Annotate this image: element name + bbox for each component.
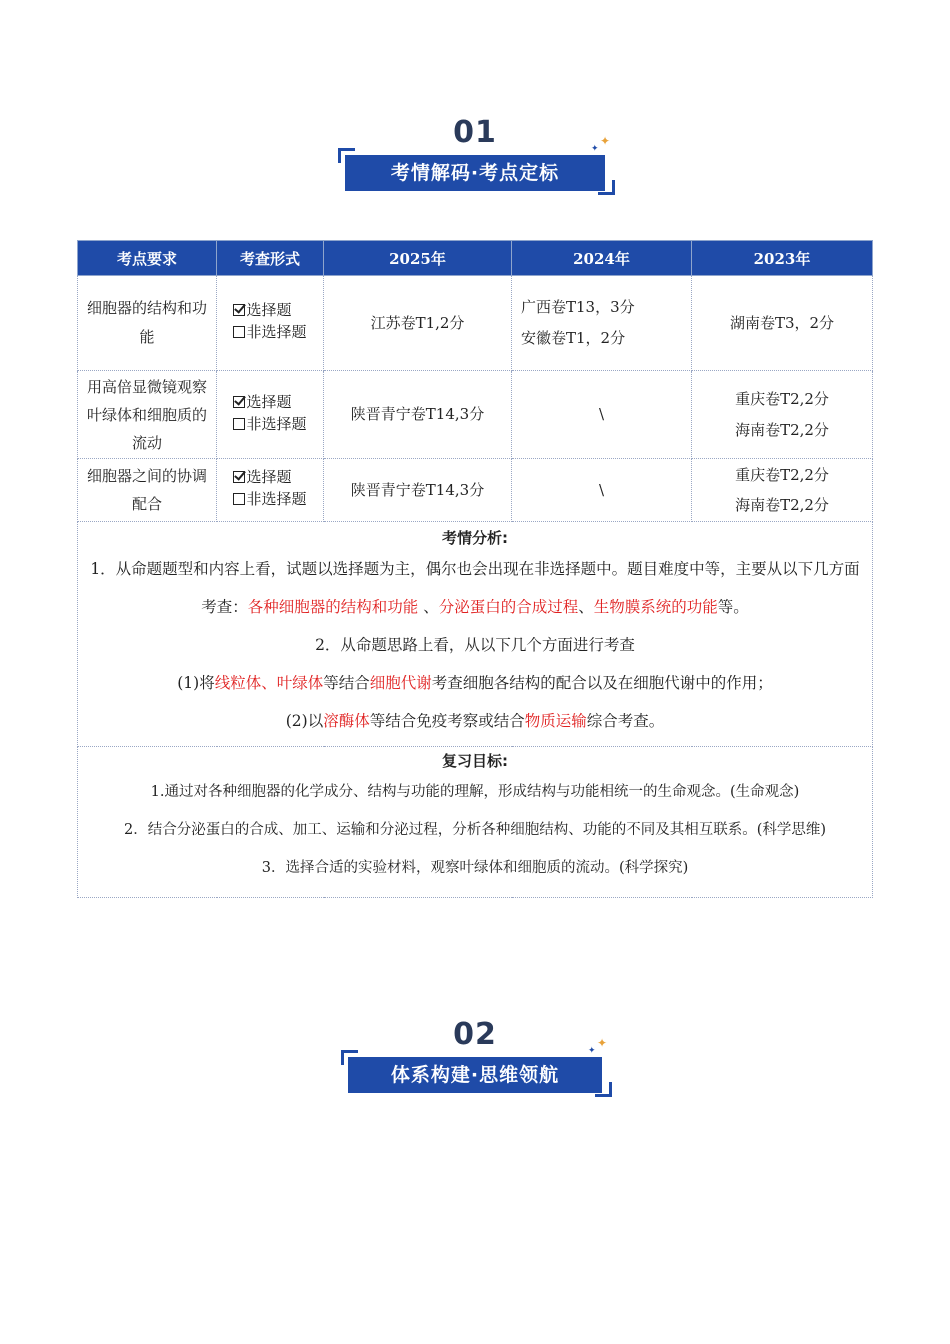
option-nonchoice: 非选择题	[233, 413, 306, 435]
analysis-paragraph-4: (2)以溶酶体等结合免疫考察或结合物质运输综合考查。	[285, 712, 665, 730]
col-header: 2024年	[512, 241, 692, 276]
exam-analysis-table	[77, 240, 873, 898]
section-title-banner: 考情解码·考点定标	[345, 155, 605, 191]
unchecked-box-icon	[233, 493, 245, 505]
year-2024-cell: \	[512, 459, 692, 522]
checked-box-icon	[233, 471, 245, 483]
table-row	[78, 459, 873, 522]
goals-row	[78, 747, 873, 898]
year-2024-cell: \	[512, 371, 692, 459]
topic-cell: 细胞器之间的协调配合	[78, 459, 217, 522]
section-header-01	[0, 115, 950, 205]
analysis-paragraph-3: (1)将线粒体、叶绿体等结合细胞代谢考查细胞各结构的配合以及在细胞代谢中的作用；	[177, 674, 773, 692]
format-cell	[217, 459, 324, 522]
year-2025-cell: 江苏卷T1,2分	[324, 276, 512, 371]
year-2025-cell: 陕晋青宁卷T14,3分	[324, 459, 512, 522]
sparkle-icon: ✦	[588, 1046, 596, 1056]
col-header: 考查形式	[217, 241, 324, 276]
table-header-row	[78, 241, 873, 276]
col-header: 2025年	[324, 241, 512, 276]
analysis-paragraph-2: 2．从命题思路上看，从以下几个方面进行考查	[315, 636, 635, 654]
option-choice: 选择题	[233, 299, 306, 321]
analysis-title: 考情分析:	[442, 529, 508, 547]
sparkle-icon: ✦	[597, 1036, 608, 1050]
goal-item-1: 1.通过对各种细胞器的化学成分、结构与功能的理解，形成结构与功能相统一的生命观念。(生命观念)	[150, 784, 800, 800]
sparkle-icon: ✦	[600, 134, 611, 148]
option-nonchoice: 非选择题	[233, 488, 306, 510]
analysis-cell	[78, 522, 873, 747]
col-header: 2023年	[692, 241, 873, 276]
checked-box-icon	[233, 304, 245, 316]
analysis-paragraph-1: 1．从命题题型和内容上看，试题以选择题为主，偶尔也会出现在非选择题中。题目难度中等，主要从以下几方面考查：各种细胞器的结构和功能 、分泌蛋白的合成过程、生物膜系统的功能等。	[90, 560, 860, 616]
format-cell	[217, 371, 324, 459]
section-number: 01	[453, 115, 497, 150]
option-choice: 选择题	[233, 391, 306, 413]
col-header: 考点要求	[78, 241, 217, 276]
bracket-decoration	[595, 1082, 612, 1097]
checked-box-icon	[233, 396, 245, 408]
year-2023-cell: 重庆卷T2,2分 海南卷T2,2分	[692, 459, 873, 522]
format-cell	[217, 276, 324, 371]
topic-cell: 细胞器的结构和功能	[78, 276, 217, 371]
table-row	[78, 371, 873, 459]
section-number: 02	[453, 1017, 497, 1052]
unchecked-box-icon	[233, 326, 245, 338]
analysis-row	[78, 522, 873, 747]
bracket-decoration	[598, 180, 615, 195]
table-row	[78, 276, 873, 371]
goal-item-2: 2．结合分泌蛋白的合成、加工、运输和分泌过程，分析各种细胞结构、功能的不同及其相互联系。(科学思维)	[123, 822, 827, 838]
option-nonchoice: 非选择题	[233, 321, 306, 343]
goal-item-3: 3．选择合适的实验材料，观察叶绿体和细胞质的流动。(科学探究)	[261, 860, 689, 876]
topic-cell: 用高倍显微镜观察叶绿体和细胞质的流动	[78, 371, 217, 459]
year-2024-cell: 广西卷T13，3分 安徽卷T1，2分	[512, 276, 692, 371]
goals-cell	[78, 747, 873, 898]
goals-title: 复习目标:	[442, 752, 508, 770]
sparkle-icon: ✦	[591, 144, 599, 154]
unchecked-box-icon	[233, 418, 245, 430]
year-2023-cell: 湖南卷T3，2分	[692, 276, 873, 371]
section-header-02	[0, 1017, 950, 1107]
year-2023-cell: 重庆卷T2,2分 海南卷T2,2分	[692, 371, 873, 459]
option-choice: 选择题	[233, 466, 306, 488]
year-2025-cell: 陕晋青宁卷T14,3分	[324, 371, 512, 459]
section-title-banner: 体系构建·思维领航	[348, 1057, 602, 1093]
